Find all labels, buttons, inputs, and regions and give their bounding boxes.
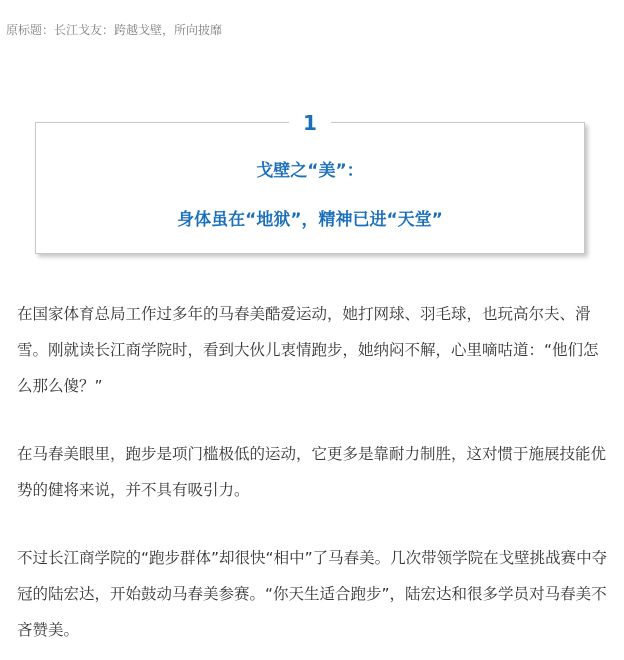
section-number [36,111,584,137]
body-paragraph-3 [17,540,613,648]
paragraph-text: 在马春美眼里，跑步是项门槛极低的运动，它更多是靠耐力制胜，这对惯于施展技能优势的健将来说，并不具有吸引力。 [17,445,607,499]
section-heading-box [35,111,585,254]
paragraph-text: 在国家体育总局工作过多年的马春美酷爱运动，她打网球、羽毛球，也玩高尔夫、滑雪。刚就读长江商学院时，看到大伙儿衷情跑步，她纳闷不解，心里嘀咕道：“他们怎么那么傻？” [17,305,599,395]
section-number-text: 1 [289,111,331,135]
paragraph-text: 不过长江商学院的“跑步群体”却很快“相中”了马春美。几次带领学院在戈壁挑战赛中夺冠的陆宏达，开始鼓动马春美参赛。“你天生适合跑步”，陆宏达和很多学员对马春美不吝赞美。 [17,549,608,639]
body-paragraph-1 [17,296,613,404]
source-title-line: 原标题：长江戈友：跨越戈壁，所向披靡 [6,23,223,37]
section-title-line-2: 身体虽在“地狱”，精神已进“天堂” [177,210,443,230]
section-title-line-1: 戈壁之“美”： [256,161,364,181]
body-paragraph-2 [17,436,613,508]
